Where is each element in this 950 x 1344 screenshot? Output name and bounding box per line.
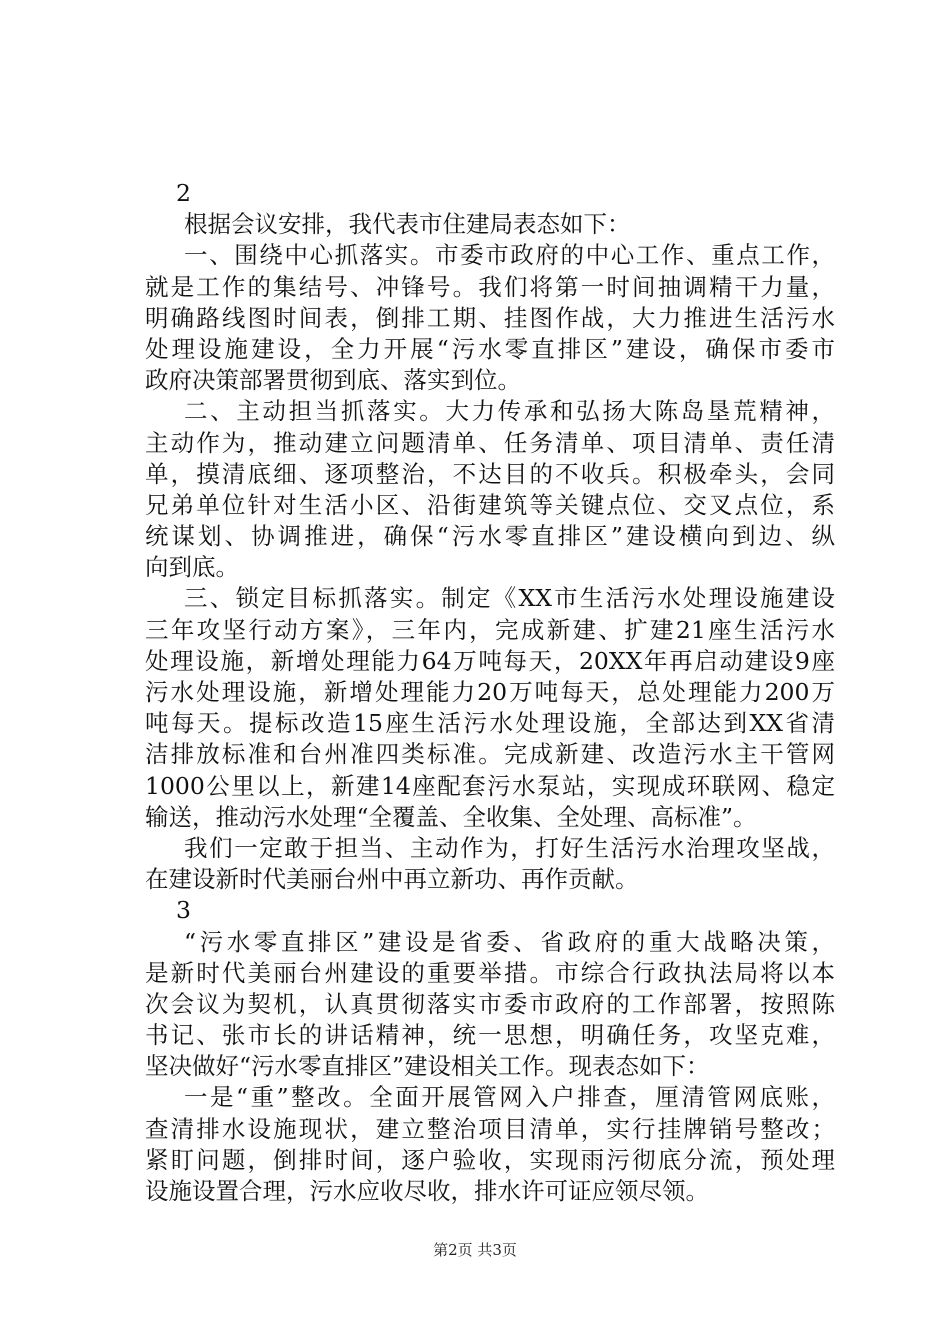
paragraph-line: 统谋划、协调推进，确保“污水零直排区”建设横向到边、纵 xyxy=(145,522,835,551)
paragraph-line: 吨每天。提标改造15座生活污水处理设施，全部达到XX省清 xyxy=(145,709,835,738)
paragraph-line: 在建设新时代美丽台州中再立新功、再作贡献。 xyxy=(145,865,639,894)
paragraph xyxy=(145,583,835,833)
paragraph-line: 处理设施建设，全力开展“污水零直排区”建设，确保市委市 xyxy=(145,334,835,363)
page-number-label: 第2页 共3页 xyxy=(433,1241,517,1259)
paragraph-line: 坚决做好“污水零直排区”建设相关工作。现表态如下： xyxy=(145,1052,710,1081)
paragraph-line: 主动作为，推动建立问题清单、任务清单、项目清单、责任清 xyxy=(145,428,835,457)
paragraph xyxy=(145,209,835,240)
document-body xyxy=(145,178,835,1207)
paragraph xyxy=(145,1082,835,1207)
paragraph-line: 一、围绕中心抓落实。市委市政府的中心工作、重点工作， xyxy=(184,241,835,270)
section-number: 3 xyxy=(176,896,191,925)
paragraph-line: 单，摸清底细、逐项整治，不达目的不收兵。积极牵头，会同 xyxy=(145,459,835,488)
paragraph xyxy=(145,240,835,396)
paragraph-line: 书记、张市长的讲话精神，统一思想，明确任务，攻坚克难， xyxy=(145,1021,835,1050)
paragraph-line: 1000公里以上，新建14座配套污水泵站，实现成环联网、稳定 xyxy=(145,771,835,800)
paragraph-line: 兄弟单位针对生活小区、沿街建筑等关键点位、交叉点位，系 xyxy=(145,490,835,519)
paragraph xyxy=(145,396,835,583)
paragraph-line: 二、主动担当抓落实。大力传承和弘扬大陈岛垦荒精神， xyxy=(184,397,835,426)
paragraph-line: 紧盯问题，倒排时间，逐户验收，实现雨污彻底分流，预处理 xyxy=(145,1145,835,1174)
paragraph xyxy=(145,927,835,1083)
paragraph-line: 三、锁定目标抓落实。制定《XX市生活污水处理设施建设 xyxy=(184,584,835,613)
paragraph-line: “污水零直排区”建设是省委、省政府的重大战略决策， xyxy=(184,927,835,956)
paragraph-line: 洁排放标准和台州准四类标准。完成新建、改造污水主干管网 xyxy=(145,740,835,769)
paragraph-line: 设施设置合理，污水应收尽收，排水许可证应领尽领。 xyxy=(145,1177,709,1205)
paragraph-line: 三年攻坚行动方案》，三年内，完成新建、扩建21座生活污水 xyxy=(145,615,835,644)
paragraph-line: 一是“重”整改。全面开展管网入户排查，厘清管网底账， xyxy=(184,1083,835,1112)
paragraph-line: 次会议为契机，认真贯彻落实市委市政府的工作部署，按照陈 xyxy=(145,989,835,1018)
paragraph-line: 我们一定敢于担当、主动作为，打好生活污水治理攻坚战， xyxy=(184,833,835,862)
section-number: 2 xyxy=(176,179,191,207)
paragraph-line: 就是工作的集结号、冲锋号。我们将第一时间抽调精干力量， xyxy=(145,272,835,301)
paragraph-line: 明确路线图时间表，倒排工期、挂图作战，大力推进生活污水 xyxy=(145,303,835,332)
paragraph-line: 输送，推动污水处理“全覆盖、全收集、全处理、高标准”。 xyxy=(145,802,757,831)
paragraph xyxy=(145,833,835,895)
paragraph-line: 根据会议安排，我代表市住建局表态如下： xyxy=(184,210,631,239)
paragraph-line: 查清排水设施现状，建立整治项目清单，实行挂牌销号整改； xyxy=(145,1114,835,1143)
paragraph-line: 政府决策部署贯彻到底、落实到位。 xyxy=(145,366,521,395)
paragraph-line: 是新时代美丽台州建设的重要举措。市综合行政执法局将以本 xyxy=(145,958,835,987)
page-footer xyxy=(0,1240,950,1260)
paragraph-line: 向到底。 xyxy=(145,553,239,582)
paragraph-line: 污水处理设施，新增处理能力20万吨每天，总处理能力200万 xyxy=(145,678,835,706)
paragraph-line: 处理设施，新增处理能力64万吨每天，20XX年再启动建设9座 xyxy=(145,646,835,675)
